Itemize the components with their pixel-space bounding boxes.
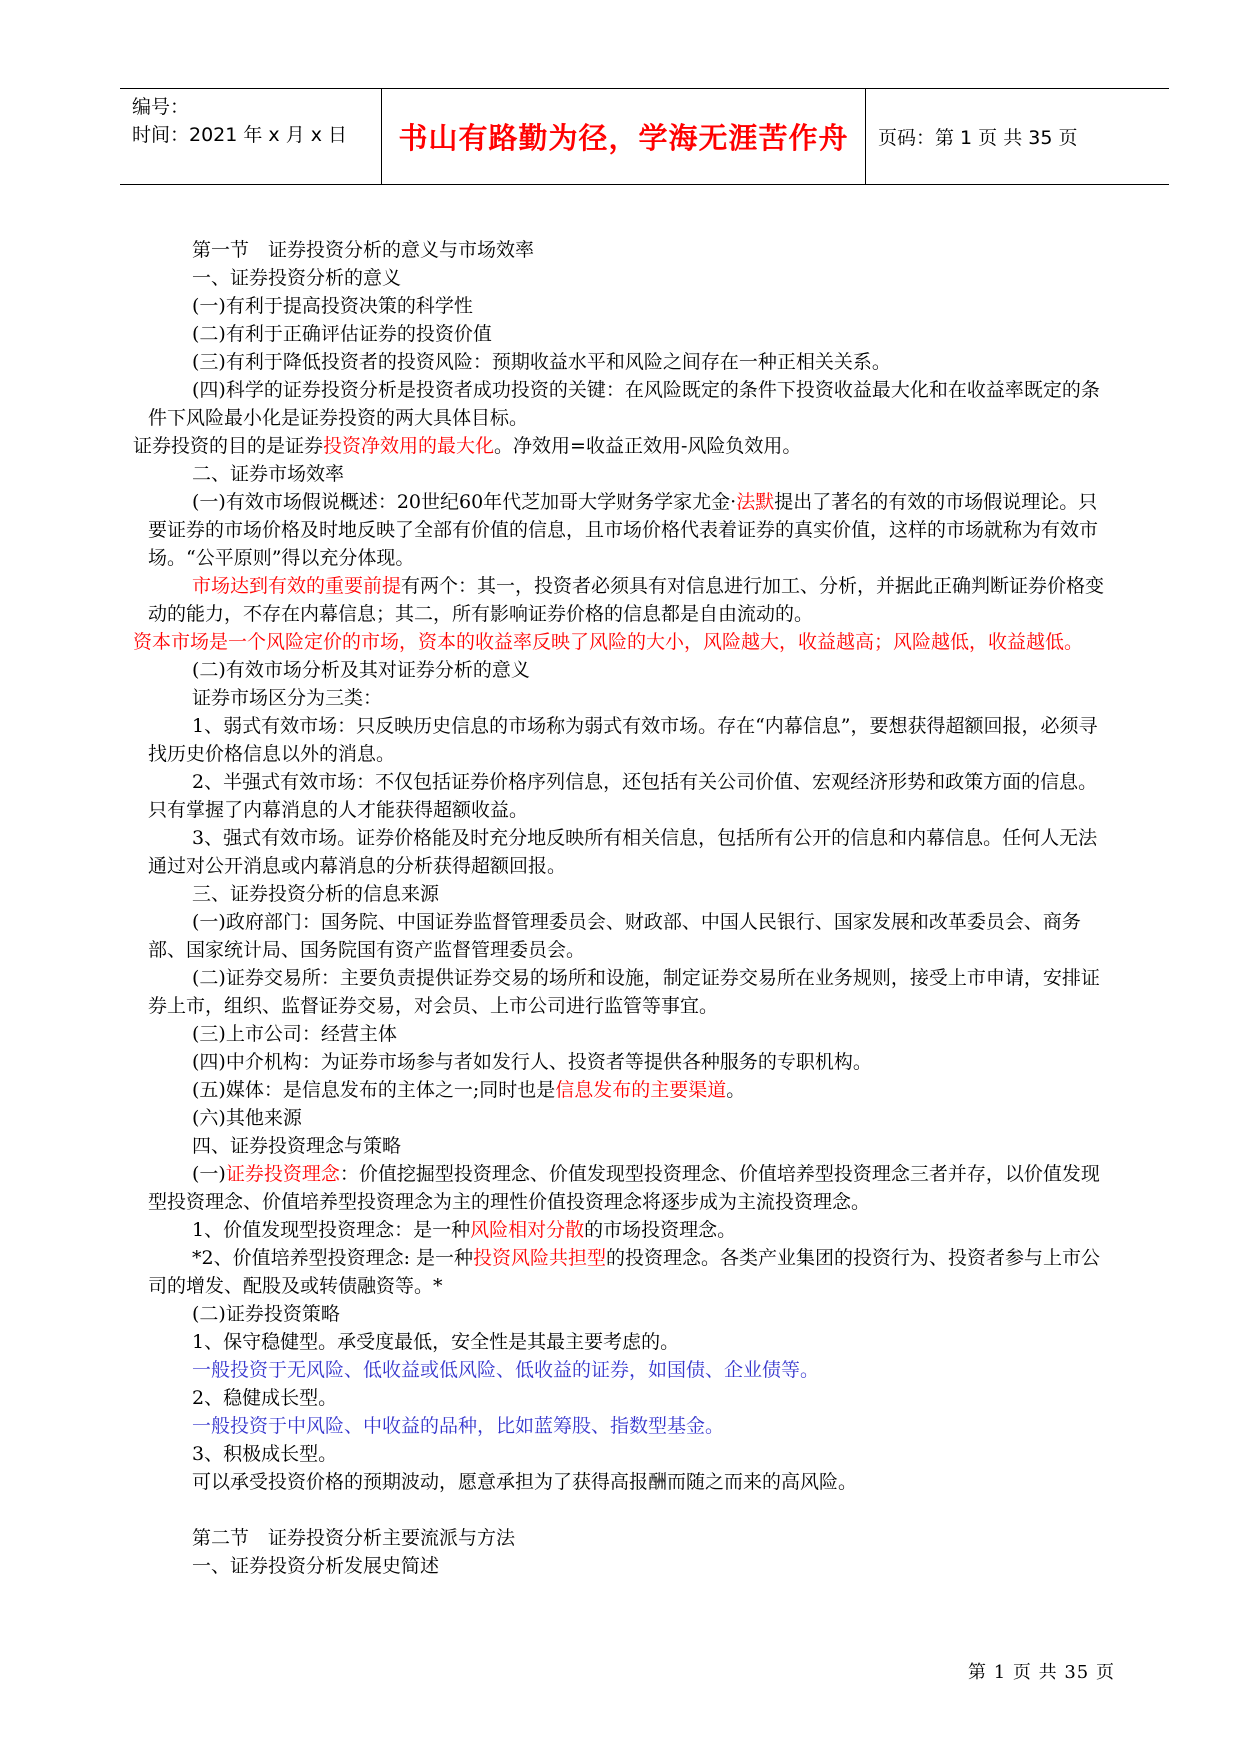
heading: 二、证券市场效率 <box>192 463 345 485</box>
paragraph <box>148 1076 1114 1104</box>
text: (一) <box>192 1163 226 1185</box>
paragraph <box>148 1216 1114 1244</box>
spacer <box>148 1496 1114 1524</box>
motto: 书山有路勤为径，学海无涯苦作舟 <box>382 89 866 184</box>
highlight: 投资净效用的最大化 <box>323 435 495 457</box>
heading: 四、证券投资理念与策略 <box>192 1135 402 1157</box>
text: 证券投资的目的是证券 <box>133 435 324 457</box>
heading: (二)证券投资策略 <box>192 1303 340 1325</box>
paragraph: (二)证券交易所：主要负责提供证券交易的场所和设施，制定证券交易所在业务规则，接受上市申请，安排证券上市，组织、监督证券交易，对会员、上市公司进行监管等事宜。 <box>148 967 1100 1017</box>
highlight: 信息发布的主要渠道 <box>555 1079 727 1101</box>
highlight: 风险相对分散 <box>470 1219 585 1241</box>
document-body <box>133 236 1114 1580</box>
time-label: 时间：2021 年 x 月 x 日 <box>132 124 348 146</box>
page-code: 页码：第 1 页 共 35 页 <box>878 127 1078 149</box>
paragraph: (二)有利于正确评估证券的投资价值 <box>192 323 492 345</box>
paragraph: 可以承受投资价格的预期波动，愿意承担为了获得高报酬而随之而来的高风险。 <box>192 1471 858 1493</box>
paragraph: (四)中介机构：为证券市场参与者如发行人、投资者等提供各种服务的专职机构。 <box>192 1051 872 1073</box>
section-heading: 第二节 证券投资分析主要流派与方法 <box>192 1527 516 1549</box>
paragraph: (一)政府部门：国务院、中国证券监督管理委员会、财政部、中国人民银行、国家发展和改革委员会、商务部、国家统计局、国务院国有资产监督管理委员会。 <box>148 911 1081 961</box>
paragraph: (三)有利于降低投资者的投资风险：预期收益水平和风险之间存在一种正相关关系。 <box>192 351 891 373</box>
paragraph: (一)有利于提高投资决策的科学性 <box>192 295 473 317</box>
number-label: 编号： <box>132 96 190 118</box>
heading: 一、证券投资分析发展史简述 <box>192 1555 440 1577</box>
text: 的市场投资理念。 <box>584 1219 737 1241</box>
heading: 三、证券投资分析的信息来源 <box>192 883 440 905</box>
highlight: 投资风险共担型 <box>473 1247 607 1269</box>
text: *2、价值培养型投资理念: 是一种 <box>192 1247 474 1269</box>
paragraph: 1、保守稳健型。承受度最低，安全性是其最主要考虑的。 <box>192 1331 680 1353</box>
heading: (二)有效市场分析及其对证券分析的意义 <box>192 659 530 681</box>
paragraph: (四)科学的证券投资分析是投资者成功投资的关键：在风险既定的条件下投资收益最大化和在收益率既定的条件下风险最小化是证券投资的两大具体目标。 <box>148 379 1100 429</box>
paragraph: 证券市场区分为三类： <box>192 687 383 709</box>
paragraph: 3、强式有效市场。证券价格能及时充分地反映所有相关信息，包括所有公开的信息和内幕信息。任何人无法通过对公开消息或内幕消息的分析获得超额回报。 <box>148 827 1098 877</box>
paragraph: 3、积极成长型。 <box>192 1443 338 1465</box>
paragraph: 一般投资于中风险、中收益的品种，比如蓝筹股、指数型基金。 <box>192 1415 725 1437</box>
paragraph: 资本市场是一个风险定价的市场，资本的收益率反映了风险的大小，风险越大，收益越高；风险越低，收益越低。 <box>133 631 1084 653</box>
text: (五)媒体：是信息发布的主体之一;同时也是 <box>192 1079 556 1101</box>
header-meta <box>120 89 382 184</box>
paragraph <box>148 572 1114 628</box>
text: 。 <box>726 1079 746 1101</box>
text: 。净效用=收益正效用-风险负效用。 <box>494 435 802 457</box>
paragraph: 2、稳健成长型。 <box>192 1387 338 1409</box>
paragraph <box>148 488 1114 572</box>
text: 有两个：其一，投资者必须具有对信息进行加工、分析，并据此正确判断证券价格变动的能力，不存在内幕信息；其二，所有影响证券价格的信息都是自由流动的。 <box>148 575 1105 625</box>
text: 1、价值发现型投资理念：是一种 <box>192 1219 471 1241</box>
heading: 一、证券投资分析的意义 <box>192 267 402 289</box>
paragraph: (三)上市公司：经营主体 <box>192 1023 397 1045</box>
text: ：价值挖掘型投资理念、价值发现型投资理念、价值培养型投资理念三者并存，以价值发现型投资理念、价值培养型投资理念为主的理性价值投资理念将逐步成为主流投资理念。 <box>148 1163 1100 1213</box>
highlight: 证券投资理念 <box>225 1163 340 1185</box>
highlight: 市场达到有效的重要前提 <box>192 575 402 597</box>
page-footer: 第 1 页 共 35 页 <box>968 1662 1115 1683</box>
highlight: 法默 <box>736 491 775 513</box>
paragraph: 1、弱式有效市场：只反映历史信息的市场称为弱式有效市场。存在“内幕信息”，要想获得超额回报，必须寻找历史价格信息以外的消息。 <box>148 715 1098 765</box>
header-table <box>120 88 1169 185</box>
paragraph: 2、半强式有效市场：不仅包括证券价格序列信息，还包括有关公司价值、宏观经济形势和政策方面的信息。只有掌握了内幕消息的人才能获得超额收益。 <box>148 771 1098 821</box>
text: 提出了著名的有效的市场假说理论。只要证券的市场价格及时地反映了全部有价值的信息，且市场价格代表着证券的真实价值，这样的市场就称为有效市场。“公平原则”得以充分体现。 <box>148 491 1099 569</box>
paragraph <box>148 1244 1114 1300</box>
paragraph: 一般投资于无风险、低收益或低风险、低收益的证券，如国债、企业债等。 <box>192 1359 820 1381</box>
paragraph <box>133 432 1114 460</box>
section-heading: 第一节 证券投资分析的意义与市场效率 <box>192 239 535 261</box>
paragraph: (六)其他来源 <box>192 1107 302 1129</box>
text: (一)有效市场假说概述：20世纪60年代芝加哥大学财务学家尤金· <box>192 491 737 513</box>
text: 的投资理念。各类产业集团的投资行为、投资者参与上市公司的增发、配股及或转债融资等。* <box>148 1247 1101 1297</box>
paragraph <box>148 1160 1114 1216</box>
